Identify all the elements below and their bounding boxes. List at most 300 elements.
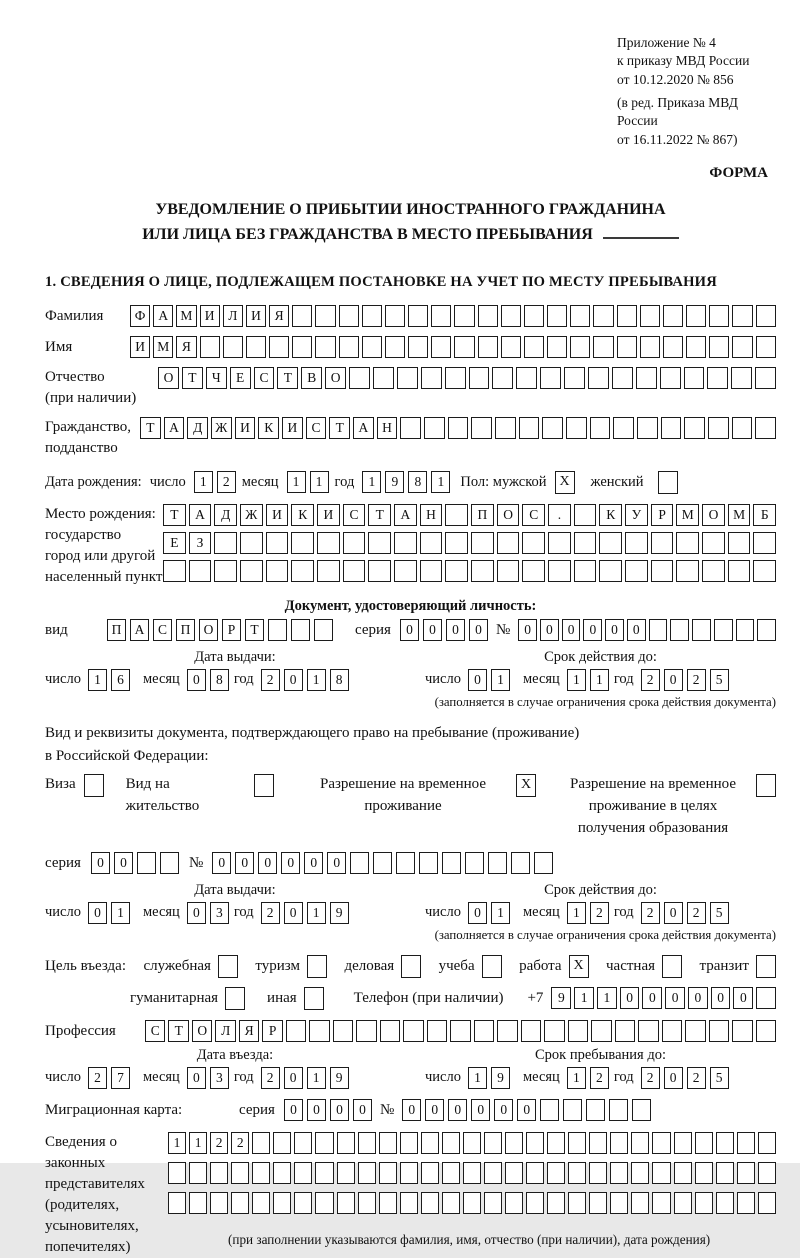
residence-intro-line1: Вид и реквизиты документа, подтверждающего право на пребывание (проживание) bbox=[45, 724, 580, 741]
char-box: 9 bbox=[385, 471, 404, 493]
month-label: месяц bbox=[142, 671, 180, 688]
char-box bbox=[501, 336, 521, 358]
char-box: 0 bbox=[583, 619, 602, 641]
char-box bbox=[488, 852, 507, 874]
char-box: М bbox=[676, 504, 699, 526]
char-box bbox=[343, 560, 366, 582]
char-box: 2 bbox=[217, 471, 236, 493]
char-box: 1 bbox=[567, 1067, 586, 1089]
char-box: Р bbox=[262, 1020, 282, 1042]
char-box bbox=[736, 619, 755, 641]
char-box bbox=[640, 305, 660, 327]
char-box bbox=[542, 417, 563, 439]
char-box bbox=[732, 305, 752, 327]
char-box: 0 bbox=[284, 902, 303, 924]
char-box bbox=[756, 1020, 776, 1042]
char-box bbox=[214, 532, 237, 554]
char-box bbox=[478, 305, 498, 327]
char-box: И bbox=[317, 504, 340, 526]
char-box bbox=[692, 619, 711, 641]
char-box bbox=[454, 336, 474, 358]
residence-issue-month bbox=[187, 902, 229, 924]
char-box: 0 bbox=[114, 852, 133, 874]
option-temp-residence-education-checkbox bbox=[756, 774, 776, 797]
char-box bbox=[463, 1192, 481, 1214]
char-box: Т bbox=[368, 504, 391, 526]
char-box bbox=[465, 852, 484, 874]
char-box: У bbox=[625, 504, 648, 526]
month-label: месяц bbox=[522, 671, 560, 688]
annex-line: Приложение № 4 bbox=[617, 35, 716, 50]
annex-line: к приказу МВД России bbox=[617, 53, 750, 69]
char-box bbox=[599, 560, 622, 582]
char-box: М bbox=[153, 336, 173, 358]
char-box bbox=[358, 1162, 376, 1184]
char-box bbox=[753, 560, 776, 582]
char-box: Я bbox=[176, 336, 196, 358]
char-box bbox=[292, 336, 312, 358]
char-box: Ч bbox=[206, 367, 227, 389]
residence-issue-day bbox=[88, 902, 130, 924]
char-box: 0 bbox=[304, 852, 323, 874]
stay-until-title: Срок пребывания до: bbox=[535, 1046, 666, 1063]
char-box bbox=[442, 852, 461, 874]
char-box bbox=[568, 1192, 586, 1214]
char-box bbox=[570, 336, 590, 358]
char-box bbox=[315, 336, 335, 358]
representatives-label-line: попечителях) bbox=[45, 1238, 131, 1255]
char-box: 5 bbox=[710, 902, 729, 924]
identity-number-label: № bbox=[495, 621, 511, 638]
identity-dates bbox=[45, 649, 776, 691]
char-box: 1 bbox=[590, 669, 609, 691]
char-box: 9 bbox=[330, 902, 349, 924]
char-box bbox=[695, 1132, 713, 1154]
purpose-business-label: деловая bbox=[344, 957, 395, 974]
char-box: З bbox=[189, 532, 212, 554]
char-box bbox=[702, 560, 725, 582]
char-box bbox=[524, 305, 544, 327]
char-box bbox=[637, 417, 658, 439]
char-box bbox=[649, 619, 668, 641]
char-box: О bbox=[192, 1020, 212, 1042]
char-box bbox=[737, 1132, 755, 1154]
char-box: 1 bbox=[194, 471, 213, 493]
identity-expiry-date bbox=[425, 669, 776, 691]
representatives-boxes-2 bbox=[168, 1162, 776, 1184]
char-box bbox=[442, 1132, 460, 1154]
month-label: месяц bbox=[522, 904, 560, 920]
char-box bbox=[716, 1132, 734, 1154]
char-box: А bbox=[394, 504, 417, 526]
char-box bbox=[492, 367, 513, 389]
char-box bbox=[454, 305, 474, 327]
char-box bbox=[380, 1020, 400, 1042]
char-box bbox=[252, 1162, 270, 1184]
char-box bbox=[501, 305, 521, 327]
char-box: 1 bbox=[597, 987, 617, 1009]
section1-heading: 1. СВЕДЕНИЯ О ЛИЦЕ, ПОДЛЕЖАЩЕМ ПОСТАНОВКЕ НА УЧЕТ ПО МЕСТУ ПРЕБЫВАНИЯ bbox=[45, 273, 717, 290]
char-box bbox=[570, 305, 590, 327]
char-box: А bbox=[153, 305, 173, 327]
char-box bbox=[732, 1020, 752, 1042]
char-box: Д bbox=[187, 417, 208, 439]
char-box: 1 bbox=[567, 902, 586, 924]
profession-row bbox=[45, 1020, 776, 1043]
identity-expiry-title: Срок действия до: bbox=[544, 648, 657, 665]
char-box bbox=[497, 532, 520, 554]
char-box bbox=[223, 336, 243, 358]
char-box: И bbox=[266, 504, 289, 526]
char-box bbox=[519, 417, 540, 439]
identity-issue-date bbox=[45, 669, 425, 691]
char-box: Я bbox=[269, 305, 289, 327]
char-box: 0 bbox=[448, 1099, 467, 1121]
char-box bbox=[631, 1192, 649, 1214]
option-residence-permit-label: Вид на жительство bbox=[125, 776, 200, 814]
char-box bbox=[651, 532, 674, 554]
purpose-row1 bbox=[45, 955, 776, 978]
migration-number-boxes bbox=[402, 1099, 651, 1121]
patronymic-boxes bbox=[158, 367, 776, 389]
identity-issue-title: Дата выдачи: bbox=[194, 648, 276, 665]
stay-until-block bbox=[425, 1047, 776, 1089]
option-temp-residence-label: Разрешение на временное проживание bbox=[320, 776, 486, 814]
birth-year-boxes bbox=[362, 471, 450, 493]
char-box bbox=[214, 560, 237, 582]
option-visa bbox=[45, 774, 104, 797]
char-box: Т bbox=[140, 417, 161, 439]
char-box: 0 bbox=[468, 902, 487, 924]
char-box: 9 bbox=[551, 987, 571, 1009]
char-box: 0 bbox=[327, 852, 346, 874]
gender-male-label: Пол: мужской bbox=[460, 473, 547, 490]
char-box bbox=[408, 305, 428, 327]
char-box bbox=[445, 532, 468, 554]
char-box: 0 bbox=[665, 987, 685, 1009]
identity-issue-year bbox=[261, 669, 349, 691]
char-box: 9 bbox=[330, 1067, 349, 1089]
char-box: 1 bbox=[491, 902, 510, 924]
char-box: 6 bbox=[111, 669, 130, 691]
year-label: год bbox=[613, 1069, 634, 1085]
purpose-work bbox=[519, 955, 589, 978]
char-box bbox=[445, 367, 466, 389]
char-box bbox=[709, 1020, 729, 1042]
char-box: . bbox=[548, 504, 571, 526]
char-box bbox=[350, 852, 369, 874]
year-label: год bbox=[233, 904, 254, 920]
residence-issue-block bbox=[45, 882, 425, 924]
char-box bbox=[708, 417, 729, 439]
representatives-boxes-3 bbox=[168, 1192, 776, 1214]
char-box bbox=[610, 1132, 628, 1154]
char-box: 0 bbox=[284, 669, 303, 691]
char-box bbox=[358, 1132, 376, 1154]
identity-kind-row bbox=[45, 619, 776, 642]
identity-expiry-month bbox=[567, 669, 609, 691]
char-box: 1 bbox=[287, 471, 306, 493]
char-box bbox=[548, 532, 571, 554]
stay-day bbox=[468, 1067, 510, 1089]
purpose-study-label: учеба bbox=[438, 957, 475, 974]
residence-options-row bbox=[45, 774, 776, 839]
char-box bbox=[484, 1162, 502, 1184]
char-box: О bbox=[325, 367, 346, 389]
purpose-business-checkbox bbox=[401, 955, 421, 978]
citizenship-label-line2: подданство bbox=[45, 439, 118, 456]
option-temp-residence bbox=[304, 774, 536, 818]
patronymic-label-line1: Отчество bbox=[45, 368, 105, 385]
char-box: 0 bbox=[627, 619, 646, 641]
birth-place-label-line: населенный пункт bbox=[45, 568, 163, 585]
char-box bbox=[396, 852, 415, 874]
char-box bbox=[252, 1132, 270, 1154]
char-box: 0 bbox=[664, 669, 683, 691]
birth-day-boxes bbox=[194, 471, 236, 493]
char-box bbox=[526, 1192, 544, 1214]
gender-female-label: женский bbox=[590, 473, 644, 490]
name-row bbox=[45, 336, 776, 359]
char-box bbox=[728, 532, 751, 554]
char-box: О bbox=[497, 504, 520, 526]
entry-year bbox=[261, 1067, 349, 1089]
char-box: 2 bbox=[687, 1067, 706, 1089]
birth-place-label-line: город или другой bbox=[45, 547, 156, 564]
entry-day bbox=[88, 1067, 130, 1089]
char-box bbox=[269, 336, 289, 358]
char-box bbox=[732, 336, 752, 358]
char-box bbox=[505, 1132, 523, 1154]
char-box bbox=[403, 1020, 423, 1042]
title-blank-line bbox=[603, 236, 679, 239]
char-box bbox=[385, 305, 405, 327]
char-box: 9 bbox=[491, 1067, 510, 1089]
char-box bbox=[526, 1162, 544, 1184]
char-box bbox=[610, 1192, 628, 1214]
char-box bbox=[638, 1020, 658, 1042]
char-box: 1 bbox=[307, 902, 326, 924]
annex-line: от 10.12.2020 № 856 bbox=[617, 71, 734, 87]
char-box: 2 bbox=[590, 1067, 609, 1089]
purpose-tourism-checkbox bbox=[307, 955, 327, 978]
patronymic-label bbox=[45, 367, 158, 409]
char-box bbox=[631, 1132, 649, 1154]
char-box: 1 bbox=[431, 471, 450, 493]
char-box bbox=[505, 1192, 523, 1214]
char-box: П bbox=[176, 619, 195, 641]
char-box: С bbox=[254, 367, 275, 389]
char-box: Л bbox=[215, 1020, 235, 1042]
migration-series-label: серия bbox=[239, 1101, 275, 1118]
stay-until-date bbox=[425, 1067, 776, 1089]
char-box: И bbox=[282, 417, 303, 439]
char-box bbox=[294, 1132, 312, 1154]
char-box bbox=[189, 560, 212, 582]
char-box: Р bbox=[651, 504, 674, 526]
representatives-label-line: усыновителях, bbox=[45, 1217, 139, 1234]
char-box: М bbox=[728, 504, 751, 526]
surname-row bbox=[45, 305, 776, 328]
char-box: Л bbox=[223, 305, 243, 327]
char-box bbox=[756, 336, 776, 358]
purpose-work-label: работа bbox=[519, 957, 562, 974]
char-box: Е bbox=[230, 367, 251, 389]
title-line2: ИЛИ ЛИЦА БЕЗ ГРАЖДАНСТВА В МЕСТО ПРЕБЫВАНИЯ bbox=[45, 223, 776, 248]
char-box bbox=[231, 1192, 249, 1214]
option-temp-residence-education bbox=[558, 774, 776, 839]
char-box bbox=[544, 1020, 564, 1042]
char-box: П bbox=[107, 619, 126, 641]
char-box: 2 bbox=[687, 902, 706, 924]
char-box bbox=[516, 367, 537, 389]
char-box bbox=[707, 367, 728, 389]
char-box: 0 bbox=[471, 1099, 490, 1121]
char-box bbox=[588, 367, 609, 389]
char-box bbox=[315, 1162, 333, 1184]
name-label: Имя bbox=[45, 338, 73, 355]
char-box: 0 bbox=[562, 619, 581, 641]
residence-number-boxes bbox=[212, 852, 553, 874]
char-box bbox=[349, 367, 370, 389]
char-box: 0 bbox=[688, 987, 708, 1009]
char-box bbox=[695, 1162, 713, 1184]
phone-boxes bbox=[551, 987, 776, 1009]
char-box: Ж bbox=[240, 504, 263, 526]
month-label: месяц bbox=[142, 904, 180, 920]
char-box: 0 bbox=[284, 1067, 303, 1089]
day-label: число bbox=[425, 904, 461, 920]
char-box: И bbox=[246, 305, 266, 327]
char-box: 0 bbox=[187, 902, 206, 924]
char-box bbox=[168, 1162, 186, 1184]
char-box bbox=[625, 532, 648, 554]
year-label: год bbox=[613, 904, 634, 920]
char-box bbox=[240, 532, 263, 554]
char-box bbox=[189, 1162, 207, 1184]
char-box bbox=[421, 1192, 439, 1214]
char-box: Д bbox=[214, 504, 237, 526]
birth-place-row bbox=[45, 504, 776, 588]
char-box bbox=[419, 852, 438, 874]
char-box: Е bbox=[163, 532, 186, 554]
char-box: 1 bbox=[574, 987, 594, 1009]
char-box: К bbox=[291, 504, 314, 526]
char-box bbox=[497, 1020, 517, 1042]
day-label: число bbox=[149, 473, 186, 490]
purpose-humanitarian-checkbox bbox=[225, 987, 245, 1010]
char-box: 0 bbox=[494, 1099, 513, 1121]
char-box bbox=[471, 417, 492, 439]
char-box bbox=[268, 619, 287, 641]
char-box: С bbox=[153, 619, 172, 641]
char-box bbox=[566, 417, 587, 439]
char-box: 0 bbox=[284, 1099, 303, 1121]
char-box bbox=[615, 1020, 635, 1042]
identity-expiry-year bbox=[641, 669, 729, 691]
char-box: С bbox=[145, 1020, 165, 1042]
char-box bbox=[189, 1192, 207, 1214]
char-box: 2 bbox=[641, 669, 660, 691]
char-box bbox=[590, 417, 611, 439]
char-box bbox=[631, 1162, 649, 1184]
char-box bbox=[317, 560, 340, 582]
char-box bbox=[471, 560, 494, 582]
day-label: число bbox=[425, 671, 461, 688]
char-box bbox=[758, 1192, 776, 1214]
char-box: 2 bbox=[210, 1132, 228, 1154]
char-box bbox=[731, 367, 752, 389]
char-box bbox=[737, 1192, 755, 1214]
char-box: Т bbox=[245, 619, 264, 641]
char-box bbox=[524, 336, 544, 358]
char-box bbox=[200, 336, 220, 358]
char-box bbox=[231, 1162, 249, 1184]
char-box: 5 bbox=[710, 1067, 729, 1089]
char-box bbox=[463, 1132, 481, 1154]
residence-expiry-year bbox=[641, 902, 729, 924]
char-box: 0 bbox=[88, 902, 107, 924]
char-box bbox=[526, 1132, 544, 1154]
char-box bbox=[652, 1162, 670, 1184]
char-box bbox=[379, 1192, 397, 1214]
title-line1: УВЕДОМЛЕНИЕ О ПРИБЫТИИ ИНОСТРАННОГО ГРАЖДАНИНА bbox=[155, 201, 666, 219]
char-box bbox=[210, 1162, 228, 1184]
representatives-box-rows bbox=[168, 1132, 776, 1248]
year-label: год bbox=[233, 671, 254, 688]
char-box bbox=[445, 504, 468, 526]
purpose-other bbox=[267, 987, 324, 1010]
char-box: 0 bbox=[187, 1067, 206, 1089]
identity-expiry-note: (заполняется в случае ограничения срока действия документа) bbox=[434, 694, 776, 709]
char-box bbox=[755, 417, 776, 439]
char-box bbox=[484, 1132, 502, 1154]
char-box: 0 bbox=[711, 987, 731, 1009]
char-box: 0 bbox=[423, 619, 442, 641]
name-boxes bbox=[130, 336, 776, 358]
identity-doc-heading: Документ, удостоверяющий личность: bbox=[284, 597, 537, 614]
citizenship-row bbox=[45, 417, 776, 459]
char-box bbox=[632, 1099, 651, 1121]
identity-series-boxes bbox=[400, 619, 488, 641]
char-box: 8 bbox=[330, 669, 349, 691]
char-box bbox=[574, 560, 597, 582]
char-box bbox=[421, 367, 442, 389]
residence-number-label: № bbox=[188, 854, 204, 871]
identity-issue-block bbox=[45, 649, 425, 691]
revision-line: от 16.11.2022 № 867) bbox=[617, 131, 738, 147]
purpose-private-label: частная bbox=[606, 957, 656, 974]
char-box bbox=[373, 367, 394, 389]
char-box: И bbox=[235, 417, 256, 439]
phone-label: Телефон (при наличии) bbox=[353, 989, 504, 1006]
char-box bbox=[636, 367, 657, 389]
char-box bbox=[593, 336, 613, 358]
char-box bbox=[343, 532, 366, 554]
patronymic-label-line2: (при наличии) bbox=[45, 389, 137, 406]
purpose-private bbox=[606, 955, 682, 978]
char-box: 1 bbox=[468, 1067, 487, 1089]
char-box bbox=[695, 1192, 713, 1214]
char-box: 1 bbox=[307, 669, 326, 691]
char-box bbox=[593, 305, 613, 327]
char-box bbox=[497, 560, 520, 582]
birth-date-row bbox=[45, 471, 776, 494]
char-box: 2 bbox=[261, 669, 280, 691]
char-box bbox=[670, 619, 689, 641]
representatives-boxes-1 bbox=[168, 1132, 776, 1154]
char-box bbox=[547, 305, 567, 327]
